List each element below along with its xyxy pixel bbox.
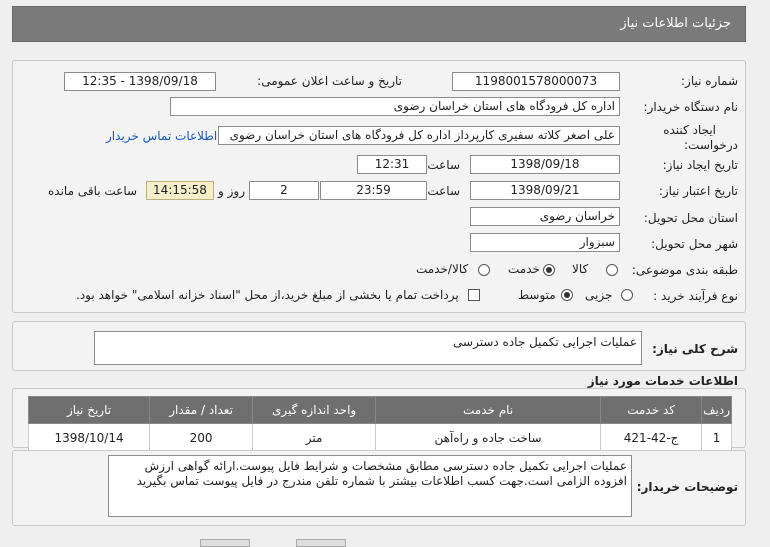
requester-label-2: درخواست: — [684, 138, 738, 152]
validity-time-label: ساعت — [427, 184, 460, 198]
requester-label-1: ایجاد کننده — [663, 123, 716, 137]
requester-field: علی اصغر کلاته سفیری کارپرداز اداره کل فرودگاه های استان خراسان رضوی — [218, 126, 620, 145]
cell-code: ج-42-421 — [601, 424, 702, 453]
process-radio-medium[interactable] — [561, 289, 573, 301]
treasury-payment-checkbox[interactable] — [468, 289, 480, 301]
buyer-notes-label: توضیحات خریدار: — [636, 480, 738, 494]
page-title: جزئیات اطلاعات نیاز — [620, 16, 731, 31]
services-title: اطلاعات خدمات مورد نیاز — [587, 374, 738, 388]
process-option-medium: متوسط — [518, 288, 556, 302]
remaining-label: ساعت باقی مانده — [48, 184, 138, 198]
col-qty: تعداد / مقدار — [150, 397, 253, 424]
province-label: استان محل تحویل: — [643, 211, 738, 225]
col-code: کد خدمت — [601, 397, 702, 424]
cell-index: 1 — [702, 424, 732, 453]
treasury-payment-note: پرداخت تمام یا بخشی از مبلغ خرید،از محل "اسناد خزانه اسلامی" خواهد بود. — [76, 288, 459, 302]
city-field: سبزوار — [470, 233, 620, 252]
category-option-service: خدمت — [508, 262, 540, 276]
buyer-contact-link[interactable]: اطلاعات تماس خریدار — [106, 129, 218, 143]
buyer-notes-field: عملیات اجرایی تکمیل جاده دسترسی مطابق مشخصات و شرایط فایل پیوست.ارائه گواهی ارزش افزوده الزامی است.جهت کسب اطلاعات بیشتر با شماره تلفن مندرج در فایل پیوست تماس بگیرید — [108, 455, 632, 517]
category-radio-goods-service[interactable] — [478, 264, 490, 276]
table-row — [29, 424, 732, 453]
created-time-label: ساعت — [427, 158, 460, 172]
page-header — [12, 6, 746, 42]
announce-field: 1398/09/18 - 12:35 — [64, 72, 216, 91]
services-table — [28, 396, 732, 453]
description-label: شرح کلی نیاز: — [652, 342, 738, 356]
created-time-field: 12:31 — [357, 155, 427, 174]
category-label: طبقه بندی موضوعی: — [631, 263, 738, 277]
need-number-field: 1198001578000073 — [452, 72, 620, 91]
services-header-row — [29, 397, 732, 424]
col-index: ردیف — [702, 397, 732, 424]
created-date-label: تاریخ ایجاد نیاز: — [662, 158, 738, 172]
days-label: روز و — [218, 184, 245, 198]
bottom-button-right[interactable] — [296, 539, 346, 547]
category-option-goods-service: کالا/خدمت — [416, 262, 469, 276]
buyer-org-label: نام دستگاه خریدار: — [643, 100, 738, 114]
category-option-goods: کالا — [572, 262, 589, 276]
cell-date: 1398/10/14 — [29, 424, 150, 453]
category-radio-goods[interactable] — [606, 264, 618, 276]
city-label: شهر محل تحویل: — [651, 237, 738, 251]
category-radio-service[interactable] — [543, 264, 555, 276]
announce-label: تاریخ و ساعت اعلان عمومی: — [257, 74, 402, 88]
buyer-org-field: اداره کل فرودگاه های استان خراسان رضوی — [170, 97, 620, 116]
created-date-field: 1398/09/18 — [470, 155, 620, 174]
bottom-button-left[interactable] — [200, 539, 250, 547]
col-unit: واحد اندازه گیری — [253, 397, 376, 424]
validity-time-field: 23:59 — [320, 181, 427, 200]
cell-qty: 200 — [150, 424, 253, 453]
remaining-time-field: 14:15:58 — [146, 181, 214, 200]
cell-unit: متر — [253, 424, 376, 453]
col-name: نام خدمت — [376, 397, 601, 424]
days-field: 2 — [249, 181, 319, 200]
col-date: تاریخ نیاز — [29, 397, 150, 424]
cell-name: ساخت جاده و راه‌آهن — [376, 424, 601, 453]
province-field: خراسان رضوی — [470, 207, 620, 226]
validity-date-field: 1398/09/21 — [470, 181, 620, 200]
description-field: عملیات اجرایی تکمیل جاده دسترسی — [94, 331, 642, 365]
process-option-minor: جزیی — [585, 288, 613, 302]
need-number-label: شماره نیاز: — [681, 74, 738, 88]
process-radio-minor[interactable] — [621, 289, 633, 301]
validity-date-label: تاریخ اعتبار نیاز: — [658, 184, 738, 198]
process-label: نوع فرآیند خرید : — [653, 289, 738, 303]
